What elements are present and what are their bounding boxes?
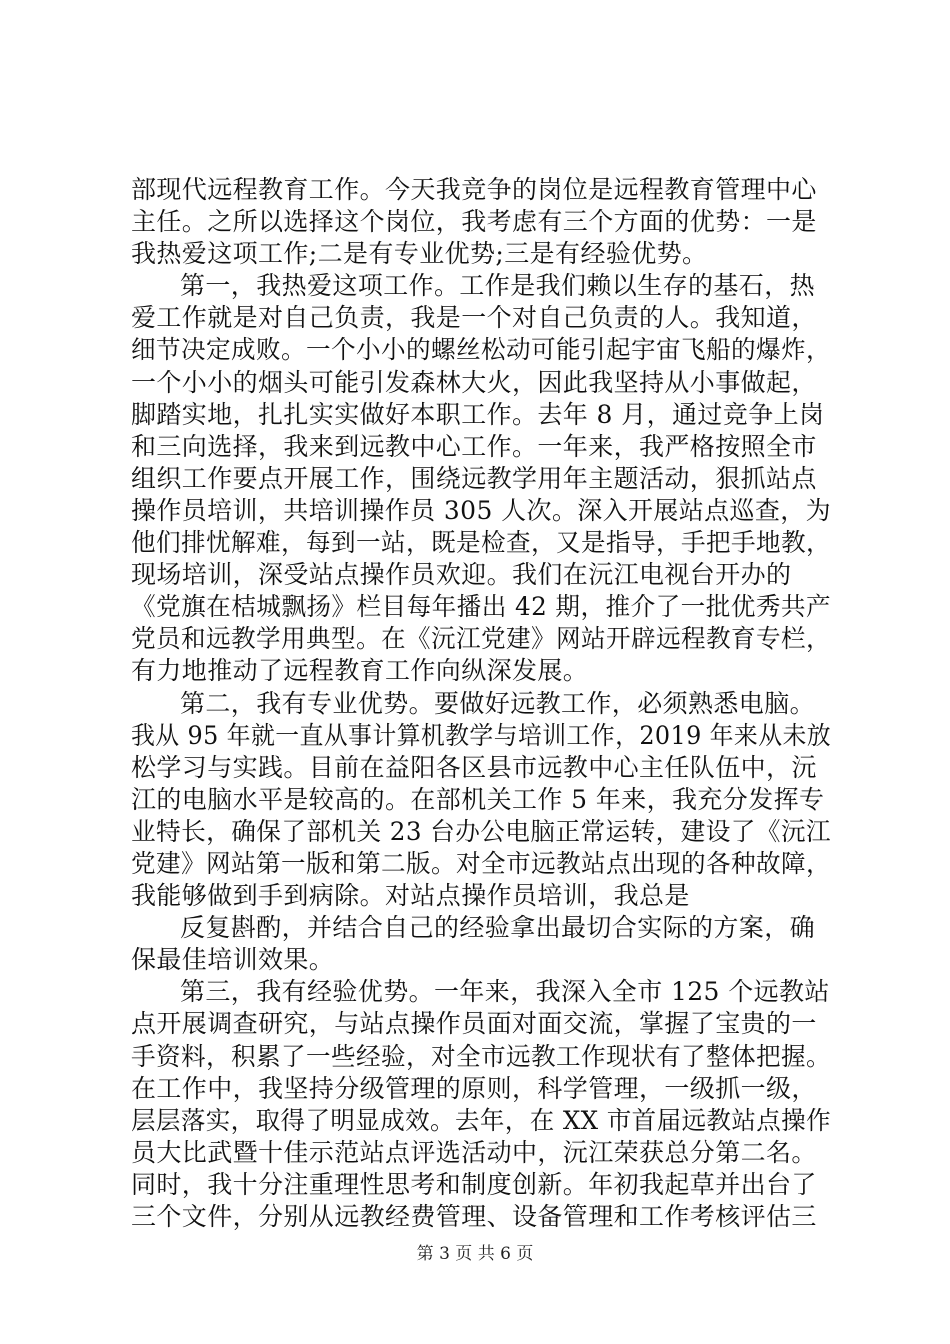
text-line: 党建》网站第一版和第二版。对全市远教站点出现的各种故障， [131, 848, 831, 878]
text-line: 操作员培训，共培训操作员 305 人次。深入开展站点巡查，为 [131, 495, 831, 525]
text-line: 江的电脑水平是较高的。在部机关工作 5 年来，我充分发挥专 [131, 784, 825, 814]
text-line: 我能够做到手到病除。对站点操作员培训，我总是 [131, 881, 690, 911]
text-line: 主任。之所以选择这个岗位，我考虑有三个方面的优势：一是 [131, 207, 817, 237]
page-footer: 第 3 页 共 6 页 [416, 1244, 534, 1264]
text-line: 细节决定成败。一个小小的螺丝松动可能引起宇宙飞船的爆炸， [131, 335, 831, 365]
text-line: 现场培训，深受站点操作员欢迎。我们在沅江电视台开办的 [131, 560, 792, 590]
text-line: 有力地推动了远程教育工作向纵深发展。 [131, 656, 589, 686]
text-line: 部现代远程教育工作。今天我竞争的岗位是远程教育管理中心 [131, 175, 817, 204]
text-line: 保最佳培训效果。 [131, 945, 335, 975]
text-line: 同时，我十分注重理性思考和制度创新。年初我起草并出台了 [131, 1169, 817, 1199]
text-line: 党员和远教学用典型。在《沅江党建》网站开辟远程教育专栏， [131, 624, 831, 654]
text-line: 和三向选择，我来到远教中心工作。一年来，我严格按照全市 [131, 431, 817, 461]
text-line: 第三，我有经验优势。一年来，我深入全市 125 个远教站 [180, 977, 830, 1007]
text-line: 我热爱这项工作;二是有专业优势;三是有经验优势。 [131, 239, 708, 269]
text-line: 第一，我热爱这项工作。工作是我们赖以生存的基石，热 [180, 271, 816, 301]
document-body [131, 174, 831, 1233]
text-line: 在工作中，我坚持分级管理的原则，科学管理，一级抓一级， [131, 1073, 817, 1103]
text-line: 他们排忧解难，每到一站，既是检查，又是指导，手把手地教， [131, 528, 831, 558]
text-line: 组织工作要点开展工作，围绕远教学用年主题活动，狠抓站点 [131, 463, 817, 493]
text-line: 手资料，积累了一些经验，对全市远教工作现状有了整体把握。 [131, 1041, 831, 1071]
text-line: 第二，我有专业优势。要做好远教工作，必须熟悉电脑。 [180, 688, 816, 718]
text-line: 脚踏实地，扎扎实实做好本职工作。去年 8 月，通过竞争上岗 [131, 399, 825, 429]
text-line: 员大比武暨十佳示范站点评选活动中，沅江荣获总分第二名。 [131, 1137, 817, 1167]
text-line: 我从 95 年就一直从事计算机教学与培训工作，2019 年来从未放 [131, 720, 832, 750]
text-line: 爱工作就是对自己负责，我是一个对自己负责的人。我知道， [131, 303, 817, 333]
text-line: 一个小小的烟头可能引发森林大火，因此我坚持从小事做起， [131, 367, 817, 397]
text-line: 点开展调查研究，与站点操作员面对面交流，掌握了宝贵的一 [131, 1009, 817, 1039]
text-line: 业特长，确保了部机关 23 台办公电脑正常运转，建设了《沅江 [131, 816, 831, 846]
text-line: 松学习与实践。目前在益阳各区县市远教中心主任队伍中，沅 [131, 752, 817, 782]
text-line: 《党旗在桔城飘扬》栏目每年播出 42 期，推介了一批优秀共产 [131, 592, 831, 622]
text-line: 反复斟酌，并结合自己的经验拿出最切合实际的方案，确 [180, 913, 816, 943]
text-line: 三个文件，分别从远教经费管理、设备管理和工作考核评估三 [131, 1202, 817, 1231]
text-line: 层层落实，取得了明显成效。去年，在 XX 市首届远教站点操作 [131, 1105, 832, 1135]
